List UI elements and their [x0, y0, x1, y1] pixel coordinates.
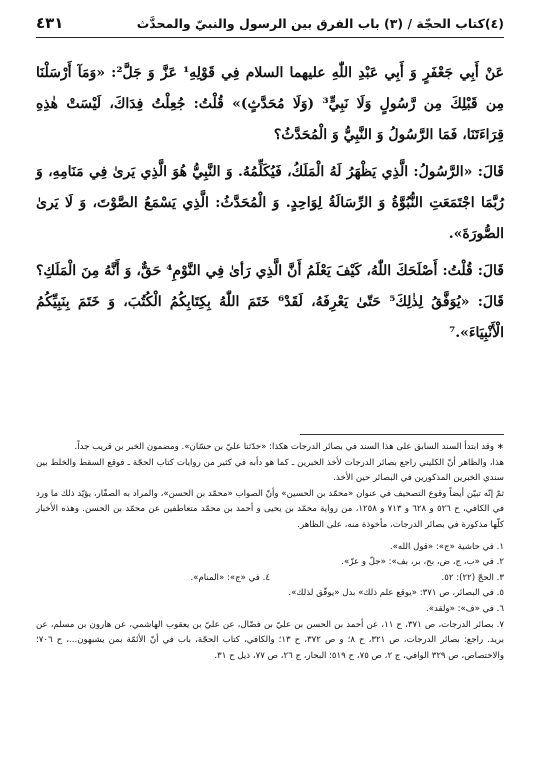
- footnote-1: ١. في حاشية «ج»: «قول الله».: [389, 541, 504, 552]
- footnote-5: ٥. في البصائر، ص ٣٧١: «يوقع علم ذلك» بدل «يوفّق لذلك».: [288, 588, 504, 599]
- hadith-paragraph-2: قَالَ: «الرَّسُولُ: الَّذِي يَظْهَرُ لَهُ الْمَلَكُ، فَيُكَلِّمُهُ. وَ النَّبِيُّ هُوَ الَّذِي يَرىٰ فِي مَنَامِهِ، وَ رُبَّمَا اجْتَمَعَتِ النُّبُوَّةُ وَ الرِّسَالَةُ لِوَاحِدٍ. وَ الْمُحَدَّثُ: الَّذِي يَسْمَعُ الصَّوْتَ، وَ لَا يَرىٰ الصُّورَةَ».: [36, 164, 504, 242]
- hadith-text: [36, 58, 504, 355]
- header-rule: [36, 37, 504, 38]
- footnote-rule: [300, 434, 504, 435]
- footnote-4: ٤. في «ج»: «المنام».: [190, 572, 270, 583]
- footnote-7: ٧. بصائر الدرجات، ص ٣٧١، ح ١١، عن أحمد بن الحسن بن عليّ بن فضّال، عن عليّ بن يعقوب الهاشمي، عن هارون بن مسلم، عن بريد. راجع: بصائر الدرجات، ص ٣٢١، ح ٨؛ و ص ٣٧٢، ح ١٣؛ والكافي، كتاب الحجّة، باب في أنّ الأئمّة بمن يشبهون...، ح ٧٠٦؛ والاختصاص، ص ٣٢٩ الوافي، ج ٢، ص ٧٥، ح ٥١٩؛ البحار، ج ٢٦، ص ٧٧، ذيل ح ٣١.: [36, 619, 504, 661]
- hadith-paragraph-1: عَنْ أَبِي جَعْفَرٍ وَ أَبِي عَبْدِ اللّٰهِ عليهما السلام فِي قَوْلِهِ¹ عَزَّ وَ جَلَّ²: «وَمَآ أَرْسَلْنَا مِن قَبْلِكَ مِن رَّسُولٍ وَلَا نَبِيٍّ³ (وَلَا مُحَدَّثٍ)» قُلْتُ: جُعِلْتُ فِدَاكَ، لَيْسَتْ هٰذِهِ قِرَاءَتَنَا، فَمَا الرَّسُولُ وَ النَّبِيُّ وَ الْمُحَدَّثُ؟: [36, 65, 504, 143]
- footnote-3: ٣. الحجّ (٢٢): ٥٢.: [441, 572, 504, 583]
- footnote-star-a: ∗ وقد ابتدأ السند السابق على هذا السند في بصائر الدرجات هكذا: «حدّثنا عليّ بن حسّان». ومضمون الخبر بن قريب جداً.: [74, 442, 504, 452]
- footnote-2: ٢. في «ب، ج، ض، بح، بر، بف»: «جلّ و عزّ».: [341, 557, 504, 568]
- footnote-6: ٦. في «ف»: «ولقد».: [425, 603, 504, 614]
- page-header: [36, 10, 504, 36]
- page-number: ٤٣١: [36, 14, 64, 32]
- hadith-paragraph-3: قَالَ: قُلْتُ: أَصْلَحَكَ اللّٰهُ، كَيْفَ يَعْلَمُ أَنَّ الَّذِي رَأىٰ فِي النَّوْمِ⁴ حَقٌّ، وَ أَنَّهُ مِنَ الْمَلَكِ؟ قَالَ: «يُوَفَّقُ لِذٰلِكَ⁵ حَتّىٰ يَعْرِفَهُ، لَقَدْ⁶ خَتَمَ اللّٰهُ بِكِتَابِكُمُ الْكُتُبَ، وَ خَتَمَ بِنَبِيِّكُمُ الْأَنْبِيَاءَ».⁷: [36, 263, 504, 341]
- footnote-star-c: ثمّ إنّه تبيّن أيضاً وقوع التصحيف في عنوان «محمّد بن الحسين» وأنّ الصواب «محمّد بن الحسن»، والمراد به الصفّار، يؤيّد ذلك ما ورد في الكافي، ح ٥٢٦ و ٦٢٨ و ٧١٣ و ١٢٥٨، من رواية محمّد بن يحيى و أحمد بن محمّد متعاطفين عن محمّد بن الحسن. وهذه الأخبار كلّها مذكورة في بصائر الدرجات، مأخوذة منه، على الظاهر.: [36, 488, 504, 530]
- footnotes: [36, 440, 504, 664]
- footnote-star-b: هذا، والظاهر أنّ الكليني راجع بصائر الدرجات لأخذ الخبرين ـ كما هو دأبه في كثير من روايات كتاب الحجّة ـ فوقع السقط والخلط بين سندي الخبرين المذكورين في البصائر حين الأخذ.: [36, 457, 504, 484]
- running-title: (٤)كتاب الحجّة / (٣) باب الفرق بين الرسول والنبيّ والمحدَّث: [136, 15, 504, 31]
